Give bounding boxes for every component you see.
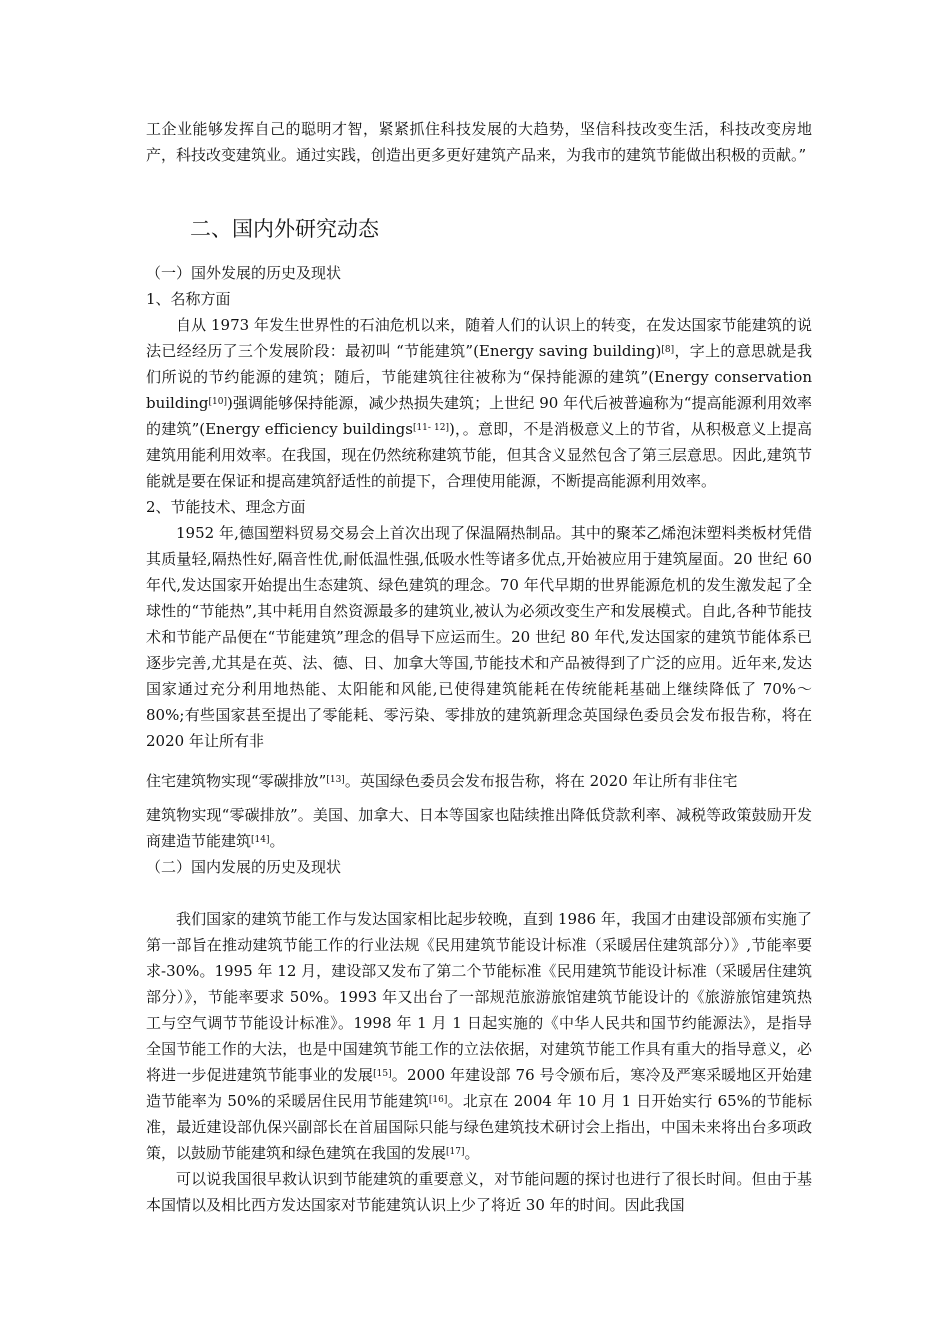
subsection-title-foreign: （一）国外发展的历史及现状 bbox=[146, 264, 342, 282]
domestic-section bbox=[146, 906, 812, 1218]
paragraph-domestic-history bbox=[146, 906, 812, 1166]
reference-11-12: [11- 12] bbox=[412, 423, 449, 433]
foreign-section bbox=[146, 260, 812, 754]
item-title-technology: 2、节能技术、理念方面 bbox=[146, 498, 306, 516]
text-run: 。 bbox=[464, 1144, 480, 1162]
reference-14: [14] bbox=[251, 835, 270, 845]
paragraph-naming bbox=[146, 312, 812, 494]
reference-17: [17] bbox=[446, 1147, 465, 1157]
text-run: ，字上的意思就是我们所说的节约能源的建筑；随后，节能建筑往往被称为“保持能源的建筑”(Energy conservation building bbox=[146, 342, 812, 412]
text-run: 。英国绿色委员会发布报告称，将在 2020 年让所有非住宅 bbox=[344, 772, 738, 790]
reference-16: [16] bbox=[428, 1095, 448, 1105]
text-run: )，。意即，不是消极意义上的节省，从积极意义上提高建筑用能利用效率。在我国，现在仍然统称建筑节能，但其含义显然包含了第三层意思。因此,建筑节能就是要在保证和提高建筑舒适性的前提下，合理使用能源，不断提高能源利用效率。 bbox=[146, 420, 812, 490]
intro-paragraph: 工企业能够发挥自己的聪明才智，紧紧抓住科技发展的大趋势，坚信科技改变生活，科技改变房地产，科技改变建筑业。通过实践，创造出更多更好建筑产品来，为我市的建筑节能做出积极的贡献。” bbox=[146, 120, 812, 164]
reference-10: [10] bbox=[208, 397, 228, 407]
text-run: 我们国家的建筑节能工作与发达国家相比起步较晚，直到 1986 年，我国才由建设部颁布实施了第一部旨在推动建筑节能工作的行业法规《民用建筑节能设计标准（采暖居住建筑部分）》,节能率要求-30%。1995 年 12 月，建设部又发布了第二个节能标准《民用建筑节能设计标准（采暖居住建筑部分）》，节能率要求 50%。1993 年又出台了一部规范旅游旅馆建筑节能设计的《旅游旅馆建筑热工与空气调节节能设计标准》。1998 年 1 月 1 日起实施的《中华人民共和国节约能源法》，是指导全国节能工作的大法，也是中国建筑节能工作的立法依据，对建筑节能工作具有重大的指导意义，必将进一步促进建筑节能事业的发展 bbox=[146, 910, 812, 1084]
item-title-naming: 1、名称方面 bbox=[146, 290, 231, 308]
paragraph-zero-carbon-2 bbox=[146, 802, 812, 854]
text-run: 住宅建筑物实现“零碳排放” bbox=[146, 772, 327, 790]
text-run: 自从 1973 年发生世界性的石油危机以来，随着人们的认识上的转变，在发达国家节能建筑的说法已经经历了三个发展阶段：最初叫 “节能建筑”(Energy saving building) bbox=[146, 316, 812, 360]
intro-block bbox=[146, 116, 812, 168]
paragraph-zero-carbon-1 bbox=[146, 768, 812, 794]
text-run: 建筑物实现“零碳排放”。美国、加拿大、日本等国家也陆续推出降低贷款利率、减税等政策鼓励开发商建造节能建筑 bbox=[146, 806, 812, 850]
paragraph-conclusion: 可以说我国很早救认识到节能建筑的重要意义，对节能问题的探讨也进行了很长时间。但由于基本国情以及相比西方发达国家对节能建筑认识上少了将近 30 年的时间。因此我国 bbox=[146, 1170, 812, 1214]
text-run: 。2000 年建设部 76 号令颁布后，寒冷及严寒采暖地区开始建造节能率为 50%的采暖居住民用节能建筑 bbox=[146, 1066, 812, 1110]
paragraph-technology: 1952 年,德国塑料贸易交易会上首次出现了保温隔热制品。其中的聚苯乙烯泡沫塑料类板材凭借其质量轻,隔热性好,隔音性优,耐低温性强,低吸水性等诸多优点,开始被应用于建筑屋面。20 世纪 60 年代,发达国家开始提出生态建筑、绿色建筑的理念。70 年代早期的世界能源危机的发生激发起了全球性的“节能热”,其中耗用自然资源最多的建筑业,被认为必须改变生产和发展模式。自此,各种节能技术和节能产品便在“节能建筑”理念的倡导下应运而生。20 世纪 80 年代,发达国家的建筑节能体系已逐步完善,尤其是在英、法、德、日、加拿大等国,节能技术和产品被得到了广泛的应用。近年来,发达国家通过充分利用地热能、太阳能和风能,已使得建筑能耗在传统能耗基础上继续降低了 70%～80%;有些国家甚至提出了零能耗、零污染、零排放的建筑新理念英国绿色委员会发布报告称，将在 2020 年让所有非 bbox=[146, 524, 812, 750]
reference-15: [15] bbox=[373, 1069, 392, 1079]
domestic-intro-block bbox=[146, 802, 812, 880]
reference-13: [13] bbox=[326, 775, 345, 785]
section-title: 二、国内外研究动态 bbox=[190, 217, 379, 241]
text-run: 。 bbox=[269, 832, 285, 850]
text-run: )强调能够保持能源，减少热损失建筑；上世纪 90 年代后被普遍称为“提高能源利用效率的建筑”(Energy efficiency buildings bbox=[146, 394, 812, 438]
subsection-title-domestic: （二）国内发展的历史及现状 bbox=[146, 858, 342, 876]
text-run: 。北京在 2004 年 10 月 1 日开始实行 65%的节能标准，最近建设部仇保兴副部长在首届国际只能与绿色建筑技术研讨会上指出，中国未来将出台多项政策，以鼓励节能建筑和绿色建筑在我国的发展 bbox=[146, 1092, 812, 1162]
reference-8: [8] bbox=[661, 345, 675, 355]
